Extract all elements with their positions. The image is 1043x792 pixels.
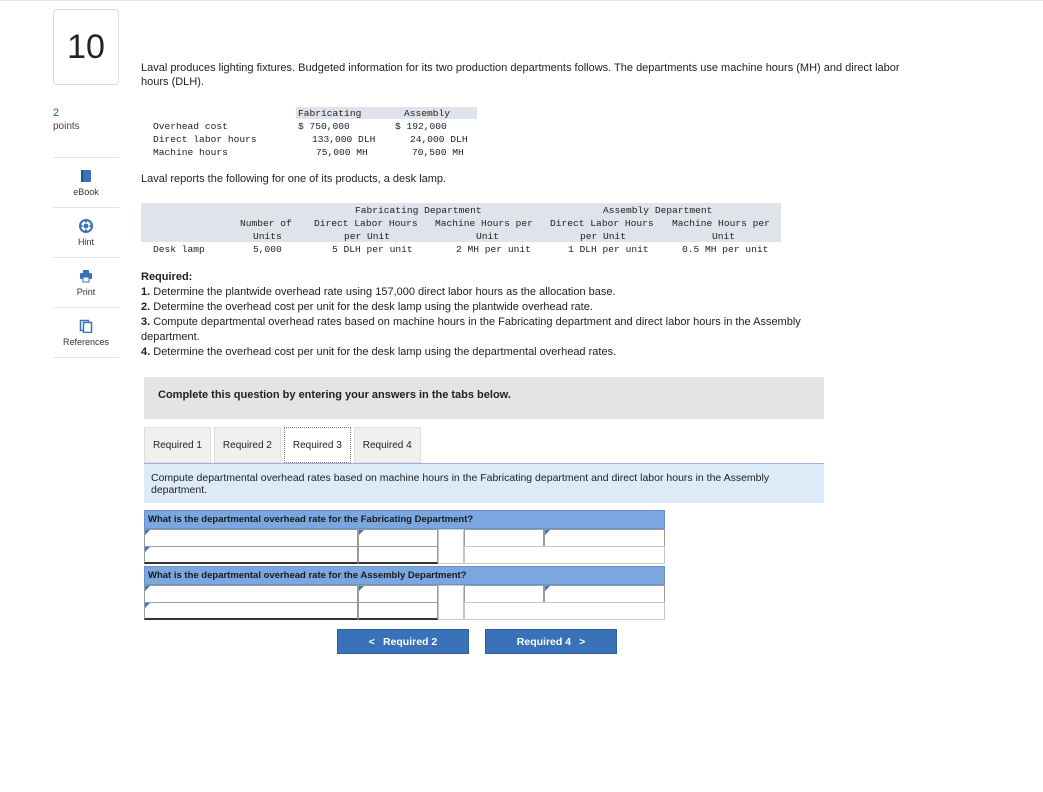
references-label: References [62, 336, 110, 347]
print-icon [79, 269, 93, 283]
hint-button[interactable] [53, 208, 119, 258]
budget-cell-asm: 70,500 MH [412, 147, 464, 158]
print-button[interactable] [53, 258, 119, 308]
lamp-row-fab-mh: 2 MH per unit [456, 244, 531, 255]
fab-rate-spacer [464, 546, 665, 564]
prev-button-label: Required 2 [382, 635, 438, 648]
ebook-label: eBook [73, 186, 99, 197]
lamp-col-asm-mh: Unit [712, 231, 736, 242]
references-button[interactable] [53, 308, 119, 358]
required-title: Required: [141, 271, 193, 283]
fab-denominator-label-input[interactable] [144, 546, 358, 564]
dropdown-marker-icon [359, 586, 364, 591]
lamp-group-fabricating: Fabricating Department [355, 205, 482, 216]
budget-cell-fab: 75,000 MH [316, 147, 368, 158]
lamp-row-units: 5,000 [253, 244, 282, 255]
question-number: 10 [53, 9, 119, 85]
asm-denominator-label-input[interactable] [144, 602, 358, 620]
tab-required-2[interactable]: Required 2 [214, 427, 281, 463]
ebook-button[interactable] [53, 158, 119, 208]
dropdown-marker-icon [145, 586, 150, 591]
budget-cell-asm: 24,000 DLH [410, 134, 468, 145]
lamp-intro: Laval reports the following for one of its products, a desk lamp. [141, 173, 447, 185]
asm-denominator-value-input[interactable] [358, 602, 438, 620]
fab-numerator-label-input[interactable] [144, 529, 358, 547]
problem-intro: Laval produces lighting fixtures. Budgeted information for its two production departments follows. The departments use machine hours (MH) and direct labor hours (DLH). [141, 62, 900, 88]
lamp-row-label: Desk lamp [153, 244, 205, 255]
assembly-question: What is the departmental overhead rate for the Assembly Department? [144, 566, 665, 585]
prev-required-button[interactable] [337, 629, 469, 654]
next-required-button[interactable] [485, 629, 617, 654]
lamp-col-asm-dlh: Direct Labor Hours [550, 218, 654, 229]
lamp-group-assembly: Assembly Department [603, 205, 713, 216]
lamp-col-units: Number of [240, 218, 292, 229]
asm-equals-cell [438, 585, 464, 620]
asm-numerator-label-input[interactable] [144, 585, 358, 603]
lamp-col-units: Units [253, 231, 282, 242]
asm-rate-unit-select[interactable] [544, 585, 665, 603]
fab-rate-unit-select[interactable] [544, 529, 665, 547]
required-item: 4. Determine the overhead cost per unit for the desk lamp using the departmental overhead rates. [141, 346, 617, 358]
fab-equals-cell [438, 529, 464, 564]
budget-row-label: Machine hours [153, 147, 228, 158]
lamp-col-fab-mh: Machine Hours per [435, 218, 533, 229]
dropdown-marker-icon [545, 586, 550, 591]
lamp-col-fab-dlh: per Unit [344, 231, 391, 242]
lamp-col-fab-dlh: Direct Labor Hours [314, 218, 418, 229]
tools-panel [53, 157, 119, 358]
budget-header-assembly: Assembly [404, 108, 451, 119]
lamp-col-asm-dlh: per Unit [580, 231, 627, 242]
fabricating-question: What is the departmental overhead rate for the Fabricating Department? [144, 510, 665, 529]
required-item: 3. Compute departmental overhead rates based on machine hours in the Fabricating department and direct labor hours in the Assembly department. [141, 316, 801, 343]
dropdown-marker-icon [145, 547, 150, 552]
budget-header-fabricating: Fabricating [298, 108, 362, 119]
fab-denominator-value-input[interactable] [358, 546, 438, 564]
next-button-label: Required 4 [516, 635, 572, 648]
tab-instruction: Compute departmental overhead rates based on machine hours in the Fabricating department and direct labor hours in the Assembly department. [144, 464, 824, 503]
budget-row-label: Overhead cost [153, 121, 228, 132]
chevron-left-icon: < [368, 635, 375, 648]
tab-required-1[interactable]: Required 1 [144, 427, 211, 463]
dropdown-marker-icon [145, 603, 150, 608]
chevron-right-icon: > [579, 635, 586, 648]
lamp-row-asm-dlh: 1 DLH per unit [568, 244, 649, 255]
fab-numerator-value-input[interactable] [358, 529, 438, 547]
budget-cell-fab: $ 750,000 [298, 121, 350, 132]
lamp-row-fab-dlh: 5 DLH per unit [332, 244, 413, 255]
asm-rate-spacer [464, 602, 665, 620]
tab-required-4[interactable]: Required 4 [354, 427, 421, 463]
asm-rate-value-input[interactable] [464, 585, 544, 603]
budget-cell-fab: 133,000 DLH [312, 134, 376, 145]
hint-label: Hint [77, 236, 94, 247]
points-value: 2 [53, 107, 60, 119]
lamp-col-asm-mh: Machine Hours per [672, 218, 770, 229]
asm-numerator-value-input[interactable] [358, 585, 438, 603]
points-label: points [53, 121, 80, 132]
lamp-col-fab-mh: Unit [476, 231, 500, 242]
required-item: 2. Determine the overhead cost per unit for the desk lamp using the plantwide overhead rate. [141, 301, 593, 313]
complete-prompt: Complete this question by entering your answers in the tabs below. [144, 377, 824, 419]
references-icon [79, 319, 93, 333]
required-item: 1. Determine the plantwide overhead rate using 157,000 direct labor hours as the allocation base. [141, 286, 616, 298]
fab-rate-value-input[interactable] [464, 529, 544, 547]
book-icon [79, 169, 93, 183]
hint-icon [79, 219, 93, 233]
required-section [141, 270, 861, 360]
tab-required-3[interactable]: Required 3 [284, 427, 351, 463]
top-divider [0, 0, 1043, 1]
print-label: Print [76, 286, 96, 297]
lamp-row-asm-mh: 0.5 MH per unit [682, 244, 769, 255]
budget-row-label: Direct labor hours [153, 134, 257, 145]
dropdown-marker-icon [145, 530, 150, 535]
tab-bar [144, 427, 424, 463]
dropdown-marker-icon [359, 530, 364, 535]
budget-cell-asm: $ 192,000 [395, 121, 447, 132]
dropdown-marker-icon [545, 530, 550, 535]
